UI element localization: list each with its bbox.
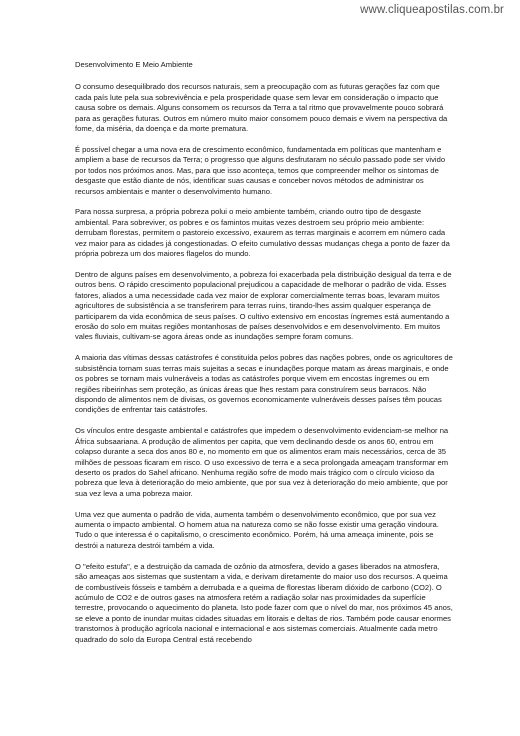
document-body — [75, 60, 453, 656]
paragraph: A maioria das vítimas dessas catástrofes é constituída pelos pobres das nações pobres, onde os agricultores de subsistência tornam suas terras mais sujeitas a secas e inundações porque matam as áreas marginais, e onde os pobres se tornam mais vulneráveis a todas as catástrofes porque vivem em encostas íngremes ou em regiões ribeirinhas sem proteção, as únicas áreas que lhes restam para construírem seus barracos. Não dispondo de alimentos nem de divisas, os governos economicamente vulneráveis desses países têm poucas condições de enfrentar tais catástrofes. — [75, 353, 453, 415]
document-title: Desenvolvimento E Meio Ambiente — [75, 60, 193, 69]
paragraph: O consumo desequilibrado dos recursos naturais, sem a preocupação com as futuras gerações faz com que cada país lute pela sua sobrevivência e pela prosperidade quase sem levar em consideração o impacto que causa sobre os demais. Alguns consomem os recursos da Terra a tal ritmo que provavelmente pouco sobrará para as gerações futuras. Outros em número muito maior consomem pouco demais e vivem na perspectiva da fome, da miséria, da doença e da morte prematura. — [75, 82, 448, 134]
paragraph: Dentro de alguns países em desenvolvimento, a pobreza foi exacerbada pela distribuição desigual da terra e de outros bens. O rápido crescimento populacional prejudicou a capacidade de melhorar o padrão de vida. Esses fatores, aliados a uma necessidade cada vez maior de explorar comercialmente terras boas, levaram muitos agricultores de subsistência a se transferirem para terras ruins, tirando-lhes assim qualquer esperança de participarem da vida econômica de seus países. O cultivo extensivo em encostas íngremes está aumentando a erosão do solo em muitas regiões montanhosas de países desenvolvidos e em desenvolvimento. Em muitos vales fluviais, cultivam-se agora áreas onde as inundações sempre foram comuns. — [75, 270, 452, 342]
paragraph: Os vínculos entre desgaste ambiental e catástrofes que impedem o desenvolvimento evidenciam-se melhor na África subsaariana. A produção de alimentos per capita, que vem declinando desde os anos 60, entrou em colapso durante a seca dos anos 80 e, no momento em que os alimentos eram mais necessários, cerca de 35 milhões de pessoas ficaram em risco. O uso excessivo de terra e a seca prolongada ameaçam transformar em deserto os prados do Sahel africano. Nenhuma região sofre de modo mais trágico com o círculo vicioso da pobreza que leva à deterioração do meio ambiente, que por sua vez à deterioração do meio ambiente, que por sua vez leva a uma pobreza maior. — [75, 426, 449, 498]
paragraph: É possível chegar a uma nova era de crescimento econômico, fundamentada em políticas que mantenham e ampliem a base de recursos da Terra; o progresso que alguns desfrutaram no século passado pode ser vivido por todos nos próximos anos. Mas, para que isso aconteça, temos que compreender melhor os sintomas de desgaste que estão diante de nós, identificar suas causas e conceber novos métodos de administrar os recursos ambientais e manter o desenvolvimento humano. — [75, 144, 446, 196]
site-url: www.cliqueapostilas.com.br — [360, 4, 504, 16]
paragraph: Uma vez que aumenta o padrão de vida, aumenta também o desenvolvimento econômico, que por sua vez aumenta o impacto ambiental. O homem atua na natureza como se não fosse existir uma geração vindoura. Tudo o que interessa é o capitalismo, o crescimento econômico. Porém, há uma ameaça iminente, pois se destrói a natureza destrói também a vida. — [75, 509, 439, 550]
paragraph: Para nossa surpresa, a própria pobreza polui o meio ambiente também, criando outro tipo de desgaste ambiental. Para sobreviver, os pobres e os famintos muitas vezes destroem seu próprio meio ambiente: derrubam florestas, permitem o pastoreio excessivo, exaurem as terras marginais e acorrem em número cada vez maior para as cidades já congestionadas. O efeito cumulativo dessas mudanças chega a ponto de fazer da própria pobreza um dos maiores flagelos do mundo. — [75, 207, 450, 259]
paragraph: O "efeito estufa", e a destruição da camada de ozônio da atmosfera, devido a gases liberados na atmosfera, são ameaças aos sistemas que sustentam a vida, e derivam diretamente do maior uso dos recursos. A queima de combustíveis fósseis e também a derrubada e a queima de florestas liberam dióxido de carbono (CO2). O acúmulo de CO2 e de outros gases na atmosfera retém a radiação solar nas proximidades da superfície terrestre, provocando o aquecimento do planeta. Isto pode fazer com que o nível do mar, nos próximos 45 anos, se eleve a ponto de inundar muitas cidades situadas em litorais e deltas de rios. Também pode causar enormes transtornos à produção agrícola nacional e internacional e aos sistemas comerciais. Atualmente cada metro quadrado do solo da Europa Central está recebendo — [75, 561, 453, 644]
